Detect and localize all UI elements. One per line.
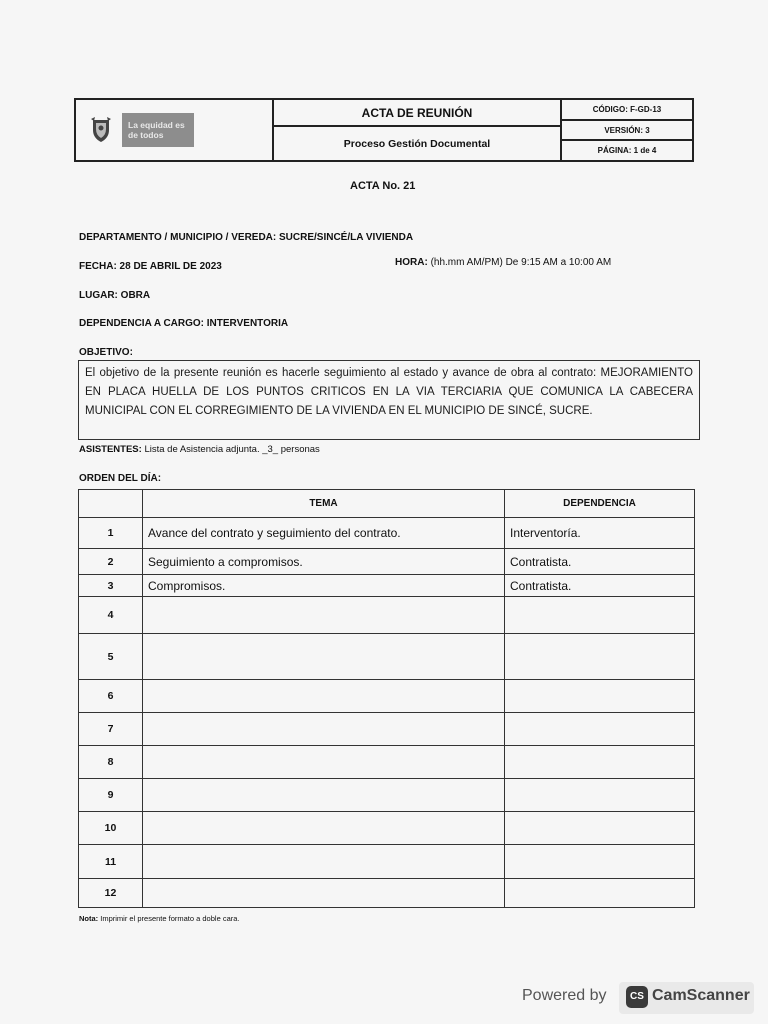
camscanner-logo-icon: CS <box>626 986 648 1008</box>
row-tema <box>143 879 505 908</box>
row-tema: Seguimiento a compromisos. <box>143 549 505 575</box>
row-tema <box>143 845 505 879</box>
time-label: HORA: <box>395 257 428 268</box>
process-name: Proceso Gestión Documental <box>343 137 491 150</box>
row-number: 12 <box>79 879 143 908</box>
row-number: 7 <box>79 713 143 746</box>
page-number: PÁGINA: 1 de 4 <box>562 139 692 160</box>
table-row <box>79 549 695 575</box>
table-row <box>79 597 695 634</box>
objective-text: El objetivo de la presente reunión es hacerle seguimiento al estado y avance de obra al contrato: MEJORAMIENTO EN PLACA HUELLA DE LOS PUNTOS CRITICOS EN LA VIA TERCIARIA QUE COMUNICA LA CABECERA MUNICIPAL CON EL CORREGIMIENTO DE LA VIVIENDA EN EL MUNICIPIO DE SINCÉ, SUCRE. <box>78 360 700 440</box>
header-meta-cell <box>562 100 692 160</box>
document-header <box>74 98 694 162</box>
location-line: DEPARTAMENTO / MUNICIPIO / VEREDA: SUCRE/SINCÉ/LA VIVIENDA <box>79 232 414 243</box>
table-row <box>79 845 695 879</box>
row-dependencia <box>505 634 695 680</box>
row-dependencia <box>505 713 695 746</box>
row-tema <box>143 779 505 812</box>
row-number: 2 <box>79 549 143 575</box>
note-text: Imprimir el presente formato a doble cara. <box>100 914 240 923</box>
row-dependencia <box>505 845 695 879</box>
row-tema <box>143 713 505 746</box>
logo-cell <box>76 100 274 160</box>
table-row <box>79 680 695 713</box>
time-value: (hh.mm AM/PM) De 9:15 AM a 10:00 AM <box>430 257 612 268</box>
row-tema <box>143 597 505 634</box>
row-dependencia <box>505 746 695 779</box>
table-row <box>79 713 695 746</box>
table-row <box>79 879 695 908</box>
agenda-header-row <box>79 490 695 518</box>
row-number: 11 <box>79 845 143 879</box>
agenda-header-num <box>79 490 143 518</box>
row-dependencia <box>505 812 695 845</box>
row-number: 4 <box>79 597 143 634</box>
row-number: 8 <box>79 746 143 779</box>
row-tema <box>143 634 505 680</box>
row-tema <box>143 746 505 779</box>
document-code: CÓDIGO: F-GD-13 <box>592 104 662 114</box>
row-tema <box>143 680 505 713</box>
row-tema: Avance del contrato y seguimiento del contrato. <box>143 518 505 549</box>
row-number: 1 <box>79 518 143 549</box>
row-dependencia: Interventoría. <box>505 518 695 549</box>
department-line: DEPENDENCIA A CARGO: INTERVENTORIA <box>79 318 289 329</box>
agenda-header-tema: TEMA <box>143 490 505 518</box>
attendees-label: ASISTENTES: <box>79 444 142 455</box>
row-dependencia <box>505 597 695 634</box>
agenda-label: ORDEN DEL DÍA: <box>79 473 162 484</box>
objective-label: OBJETIVO: <box>79 347 133 358</box>
document-title: ACTA DE REUNIÓN <box>274 100 560 127</box>
agenda-header-dependencia: DEPENDENCIA <box>505 490 695 518</box>
table-row <box>79 518 695 549</box>
row-number: 6 <box>79 680 143 713</box>
document-version: VERSIÓN: 3 <box>562 119 692 140</box>
coat-of-arms-icon <box>90 117 112 143</box>
note-label: Nota: <box>79 914 99 923</box>
table-row <box>79 779 695 812</box>
logo-text: La equidad es de todos <box>122 113 194 147</box>
row-dependencia: Contratista. <box>505 575 695 597</box>
attendees-line <box>79 444 320 455</box>
watermark-powered-by: Powered by <box>522 987 607 1004</box>
place-line: LUGAR: OBRA <box>79 290 151 301</box>
table-row <box>79 634 695 680</box>
row-number: 3 <box>79 575 143 597</box>
row-dependencia <box>505 779 695 812</box>
row-number: 10 <box>79 812 143 845</box>
acta-number: ACTA No. 21 <box>350 180 416 192</box>
header-title-cell <box>274 100 562 160</box>
table-row <box>79 812 695 845</box>
row-number: 5 <box>79 634 143 680</box>
date-line: FECHA: 28 DE ABRIL DE 2023 <box>79 261 222 272</box>
table-row <box>79 746 695 779</box>
table-row <box>79 575 695 597</box>
row-number: 9 <box>79 779 143 812</box>
row-dependencia <box>505 879 695 908</box>
footer-note <box>79 914 240 923</box>
row-tema <box>143 812 505 845</box>
row-dependencia <box>505 680 695 713</box>
agenda-table <box>78 489 695 908</box>
row-dependencia: Contratista. <box>505 549 695 575</box>
time-line <box>395 257 611 268</box>
attendees-text: Lista de Asistencia adjunta. _3_ personas <box>144 444 320 455</box>
row-tema: Compromisos. <box>143 575 505 597</box>
watermark-brand: CamScanner <box>652 987 750 1004</box>
